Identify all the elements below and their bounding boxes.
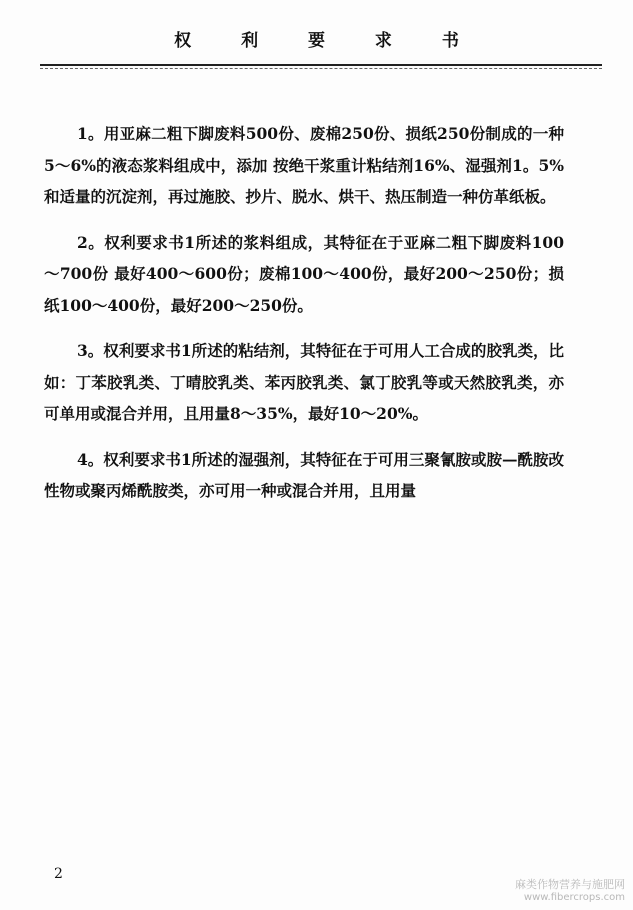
claim-1: 1。用亚麻二粗下脚废料500份、废棉250份、损纸250份制成的一种5～6%的液态浆料组成中，添加 按绝干浆重计粘结剂16%、湿强剂1。5%和适量的沉淀剂，再过施胶、抄片、脱水、烘干、热压制造一种仿革纸板。 — [44, 124, 564, 206]
document-title: 权 利 要 求 书 — [174, 31, 481, 51]
watermark-name: 麻类作物营养与施肥网 — [515, 878, 625, 891]
header-rule — [40, 64, 602, 66]
claim-3: 3。权利要求书1所述的粘结剂，其特征在于可用人工合成的胶乳类，比如：丁苯胶乳类、丁晴胶乳类、苯丙胶乳类、氯丁胶乳等或天然胶乳类，亦可单用或混合并用，且用量8～35%，最好10～20%。 — [44, 341, 564, 423]
watermark-url: www.fibercrops.com — [523, 892, 625, 903]
watermark — [515, 878, 625, 904]
claims-body — [44, 118, 564, 521]
claim-2: 2。权利要求书1所述的浆料组成，其特征在于亚麻二粗下脚废料100～700份 最好400～600份；废棉100～400份，最好200～250份；损纸100～400份，最好200～250份。 — [44, 232, 564, 315]
header-rule-secondary — [40, 68, 602, 69]
claim-4: 4。权利要求书1所述的湿强剂，其特征在于可用三聚氰胺或胺—酰胺改性物或聚丙烯酰胺类，亦可用一种或混合并用，且用量 — [44, 449, 564, 500]
page-number: 2 — [54, 866, 63, 882]
